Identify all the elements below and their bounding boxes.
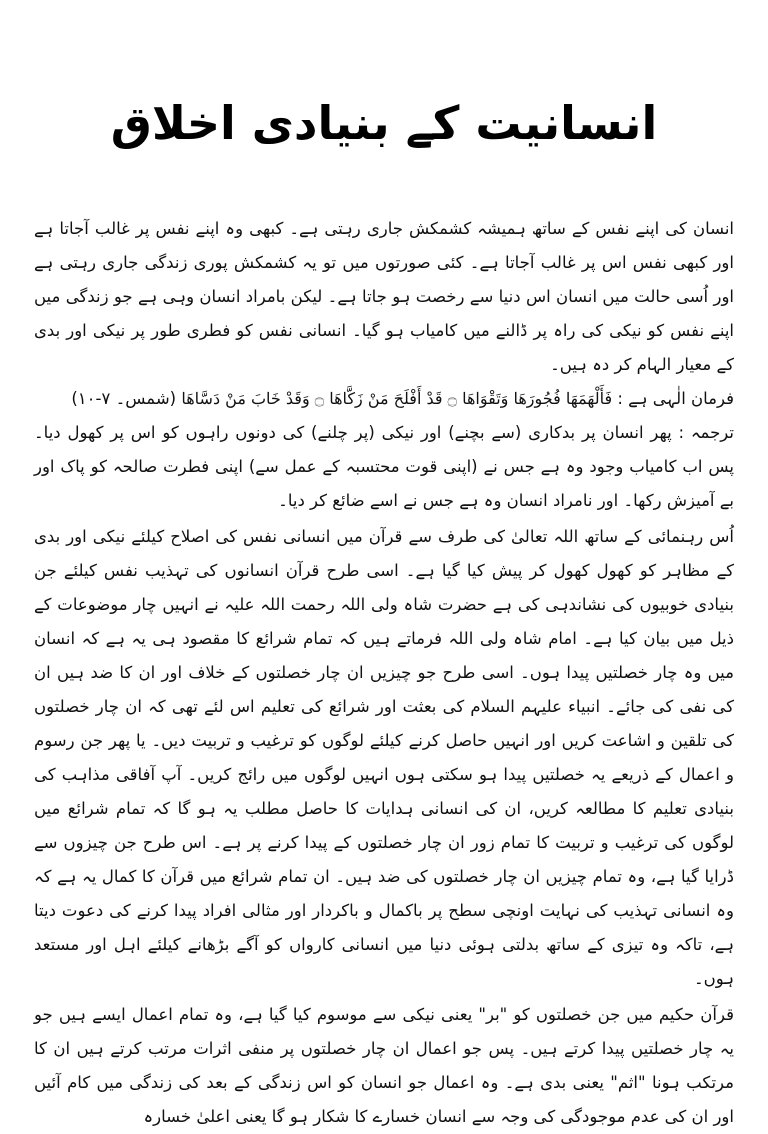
article-body [34, 212, 734, 1134]
paragraph-birr: قرآن حکیم میں جن خصلتوں کو "بر" یعنی نیکی سے موسوم کیا گیا ہے، وہ تمام اعمال ایسے ہیں جو یہ چار خصلتیں پیدا کرتے ہیں۔ پس جو اعمال ان چار خصلتوں پر منفی اثرات مرتب کرتے ہیں ان کا مرتکب ہونا "اثم" یعنی بدی ہے۔ وہ اعمال جو انسان کو اس زندگی کے بعد کی زندگی میں کام آئیں اور ان کی عدم موجودگی کی وجہ سے انسان خسارے کا شکار ہو گا یعنی اعلیٰ خسارہ [34, 1005, 734, 1126]
paragraph-translation: ترجمہ : پھر انسان پر بدکاری (سے بچنے) اور نیکی (پر چلنے) کی دونوں راہوں کو اس پر کھول دیا۔ پس اب کامیاب وجود وہ ہے جس نے (اپنی قوت محتسبہ کے عمل سے) اپنی فطرت صالحہ کو پاک اور بے آمیزش رکھا۔ اور نامراد انسان وہ ہے جس نے اسے ضائع کر دیا۔ [34, 423, 734, 510]
paragraph-intro: انسان کی اپنے نفس کے ساتھ ہمیشہ کشمکش جاری رہتی ہے۔ کبھی وہ اپنے نفس پر غالب آجاتا ہے اور کبھی نفس اس پر غالب آجاتا ہے۔ کئی صورتوں میں تو یہ کشمکش پوری زندگی جاری رہتی ہے اور اُسی حالت میں انسان اس دنیا سے رخصت ہو جاتا ہے۔ لیکن بامراد انسان وہی ہے جو زندگی میں اپنے نفس کو نیکی کی راہ پر ڈالنے میں کامیاب ہو گیا۔ انسانی نفس کو فطری طور پر نیکی اور بدی کے معیار الہام کر دہ ہیں۔ [34, 219, 734, 374]
verse-arabic: فَأَلْهَمَهَا فُجُورَهَا وَتَقْوَاهَا ۝ قَدْ أَفْلَحَ مَنْ زَكَّاهَا ۝ وَقَدْ خَابَ مَنْ دَسَّاهَا [181, 389, 613, 408]
page-title: انسانیت کے بنیادی اخلاق [110, 96, 658, 150]
verse-intro: فرمان الٰہی ہے : [617, 389, 734, 408]
verse-line [34, 382, 734, 416]
paragraph-guidance: اُس رہنمائی کے ساتھ اللہ تعالیٰ کی طرف سے قرآن میں انسانی نفس کی اصلاح کیلئے نیکی اور بدی کے مظاہر کو کھول کھول کر پیش کیا گیا ہے۔ اسی طرح قرآن انسانوں کی تہذیب نفس کیلئے جن بنیادی خوبیوں کی نشاندہی کی ہے حضرت شاہ ولی اللہ رحمت اللہ علیہ نے انہیں چار موضوعات کے ذیل میں بیان کیا ہے۔ امام شاہ ولی اللہ فرماتے ہیں کہ تمام شرائع کا مقصود ہی یہ ہے کہ انسان میں وہ چار خصلتیں پیدا ہوں۔ اسی طرح جو چیزیں ان چار خصلتوں کے خلاف اور ان کا ضد ہیں ان کی نفی کی جائے۔ انبیاء علیہم السلام کی بعثت اور شرائع کی تعلیم اس لئے تھی کہ ان چار خصلتوں کی تلقین و اشاعت کریں اور انہیں حاصل کرنے کیلئے لوگوں کو ترغیب و تربیت دیں۔ یا پھر جن رسوم و اعمال کے ذریعے یہ خصلتیں پیدا ہو سکتی ہوں انہیں لوگوں میں رائج کریں۔ آپ آفاقی مذاہب کی بنیادی تعلیم کا مطالعہ کریں، ان کی انسانی ہدایات کا حاصل مطلب یہ ہو گا کہ تمام شرائع میں لوگوں کی ترغیب و تربیت کا تمام زور ان چار خصلتوں کے پیدا کرنے پر ہے۔ اس طرح جن چیزوں سے ڈرایا گیا ہے، وہ تمام چیزیں ان چار خصلتوں کی ضد ہیں۔ ان تمام شرائع میں قرآن کا کمال یہ ہے کہ وہ انسانی تہذیب کی نہایت اونچی سطح پر باکمال و باکردار اور مثالی افراد پیدا کرنے کی دعوت دیتا ہے، تاکہ وہ تیزی کے ساتھ بدلتی ہوئی دنیا میں انسانی کارواں کو آگے بڑھانے کیلئے اہل اور مستعد ہوں۔ [34, 527, 734, 988]
verse-reference: (شمس۔ ۷-۱۰) [71, 389, 177, 408]
